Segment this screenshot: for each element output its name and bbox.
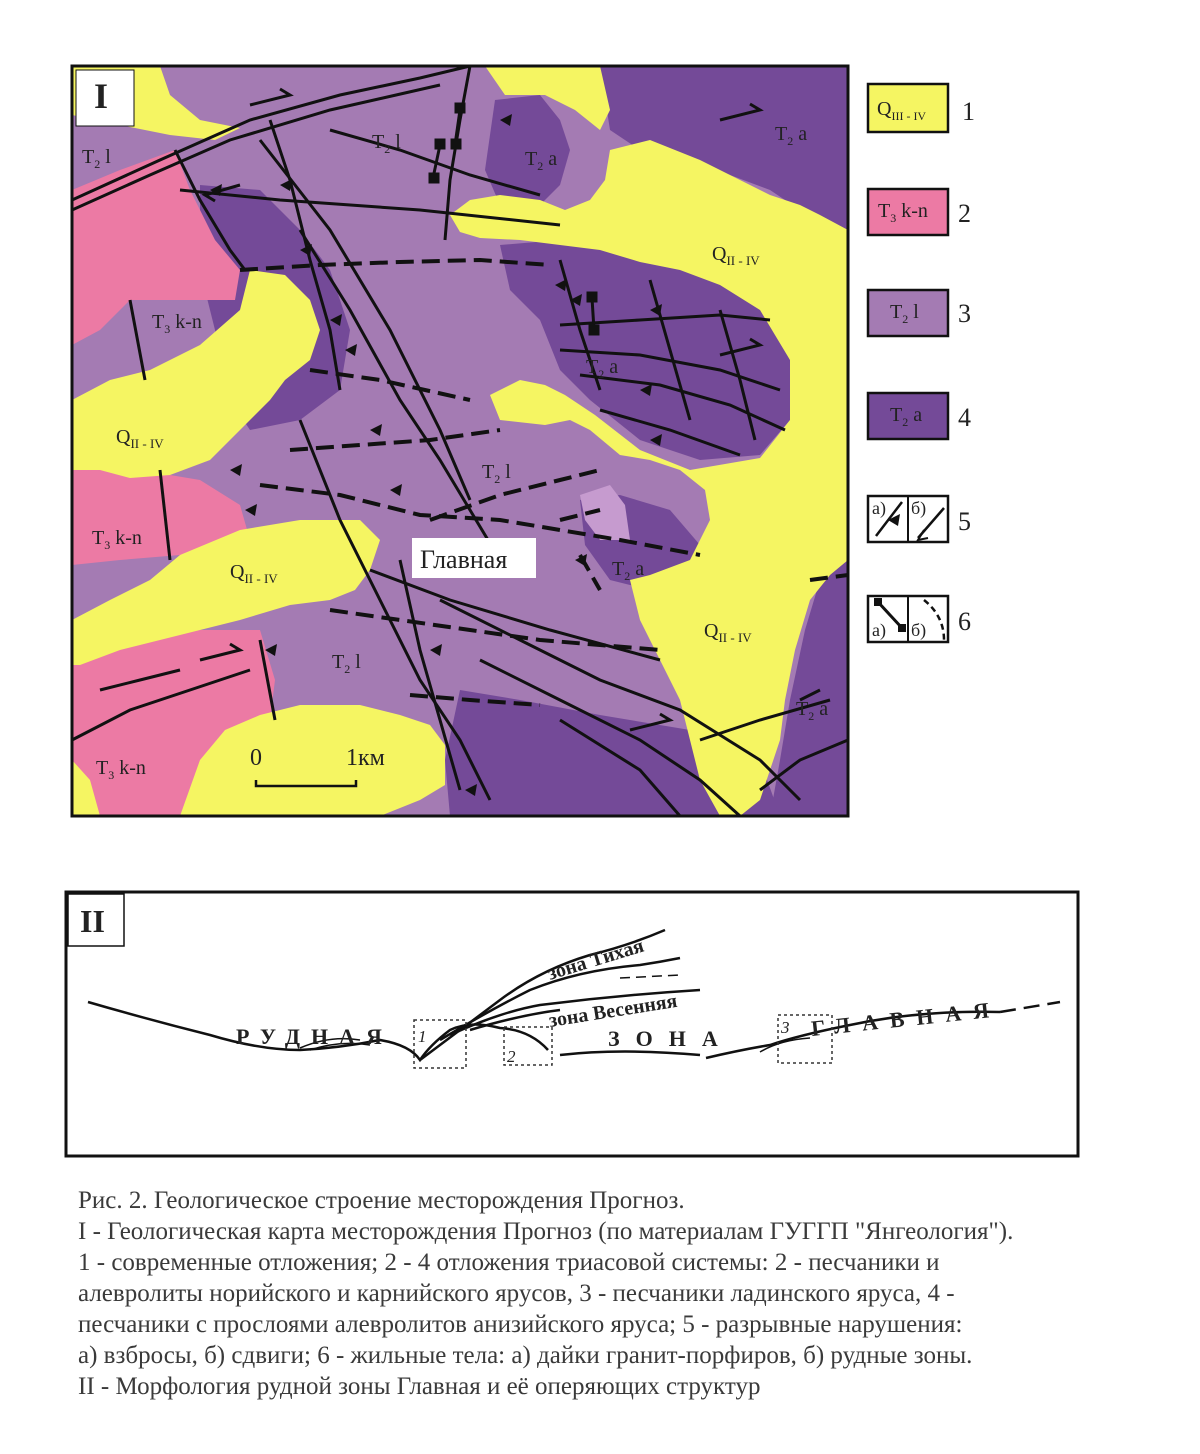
zona-tikhaya: зона Тихая: [545, 934, 647, 985]
svg-text:6: 6: [958, 607, 971, 636]
svg-text:2: 2: [958, 199, 971, 228]
legend-item-4: [868, 393, 971, 439]
label-t3kn: $T_3$ k-n: [96, 757, 146, 782]
svg-text:QIII - IV: $Q_{III - IV}$: [877, 98, 927, 123]
profile-panel: [66, 892, 1078, 1156]
label-q: $Q_{II - IV}$: [230, 561, 278, 586]
geologic-map: [72, 66, 848, 816]
svg-text:а): а): [872, 620, 886, 640]
svg-text:T2 a: $T_2$ a: [890, 404, 923, 429]
word-zona: ЗОНА: [608, 1026, 734, 1051]
map-panel-label: I: [94, 76, 109, 116]
label-t2l: $T_2$ l: [82, 146, 111, 171]
svg-text:T3 k-n: $T_3$ k-n: [878, 200, 928, 225]
profile-panel-label: II: [80, 903, 105, 939]
caption-line: II - Морфология рудной зоны Главная и её оперяющих структур: [78, 1373, 761, 1400]
caption-line: 1 - современные отложения; 2 - 4 отложения триасовой системы: 2 - песчаники и: [78, 1249, 940, 1276]
svg-text:3: 3: [958, 299, 971, 328]
svg-text:1: 1: [962, 97, 975, 126]
label-t2a: $T_2$ a: [586, 356, 619, 381]
label-q: $Q_{II - IV}$: [712, 243, 760, 268]
svg-text:5: 5: [958, 507, 971, 536]
svg-text:б): б): [911, 620, 927, 640]
zone-label: Главная: [420, 545, 508, 574]
label-t2l: $T_2$ l: [372, 131, 401, 156]
label-t2a: $T_2$ a: [525, 148, 558, 173]
zona-vesennyaya: зона Весенняя: [547, 989, 679, 1032]
label-t2a: $T_2$ a: [612, 558, 645, 583]
svg-text:а): а): [872, 498, 886, 518]
legend-item-3: [868, 290, 971, 336]
word-glavnaya: ГЛАВНАЯ: [809, 996, 1003, 1041]
label-t2a: $T_2$ a: [775, 123, 808, 148]
box-3-label: 3: [781, 1018, 790, 1037]
caption-line: песчаники с прослоями алевролитов анизийского яруса; 5 - разрывные нарушения:: [78, 1311, 963, 1338]
legend-item-2: [868, 189, 971, 235]
box-1-label: 1: [418, 1027, 427, 1046]
label-q: $Q_{II - IV}$: [116, 426, 164, 451]
legend-item-1: [868, 84, 975, 132]
svg-text:4: 4: [958, 403, 971, 432]
legend-item-6: [868, 596, 971, 642]
caption-line: Рис. 2. Геологическое строение месторождения Прогноз.: [78, 1187, 685, 1214]
scale-one: 1км: [346, 745, 385, 771]
svg-text:б): б): [911, 498, 927, 518]
legend: [868, 84, 975, 642]
label-t2l: $T_2$ l: [332, 651, 361, 676]
caption-line: алевролиты норийского и карнийского ярусов, 3 - песчаники ладинского яруса, 4 -: [78, 1280, 955, 1307]
caption-line: а) взбросы, б) сдвиги; 6 - жильные тела: а) дайки гранит-порфиров, б) рудные зоны.: [78, 1342, 973, 1369]
legend-item-5: [868, 496, 971, 542]
scale-zero: 0: [250, 745, 262, 771]
box-2-label: 2: [507, 1047, 516, 1066]
svg-text:T2 l: $T_2$ l: [890, 301, 919, 326]
label-q: $Q_{II - IV}$: [704, 620, 752, 645]
label-t2l: $T_2$ l: [482, 461, 511, 486]
caption-line: I - Геологическая карта месторождения Прогноз (по материалам ГУГГП "Янгеология").: [78, 1218, 1014, 1245]
label-t3kn: $T_3$ k-n: [152, 311, 202, 336]
label-t3kn: $T_3$ k-n: [92, 527, 142, 552]
figure-caption: [78, 1185, 1178, 1402]
label-t2a: $T_2$ a: [796, 698, 829, 723]
word-rudnaya: РУДНАЯ: [236, 1024, 393, 1049]
